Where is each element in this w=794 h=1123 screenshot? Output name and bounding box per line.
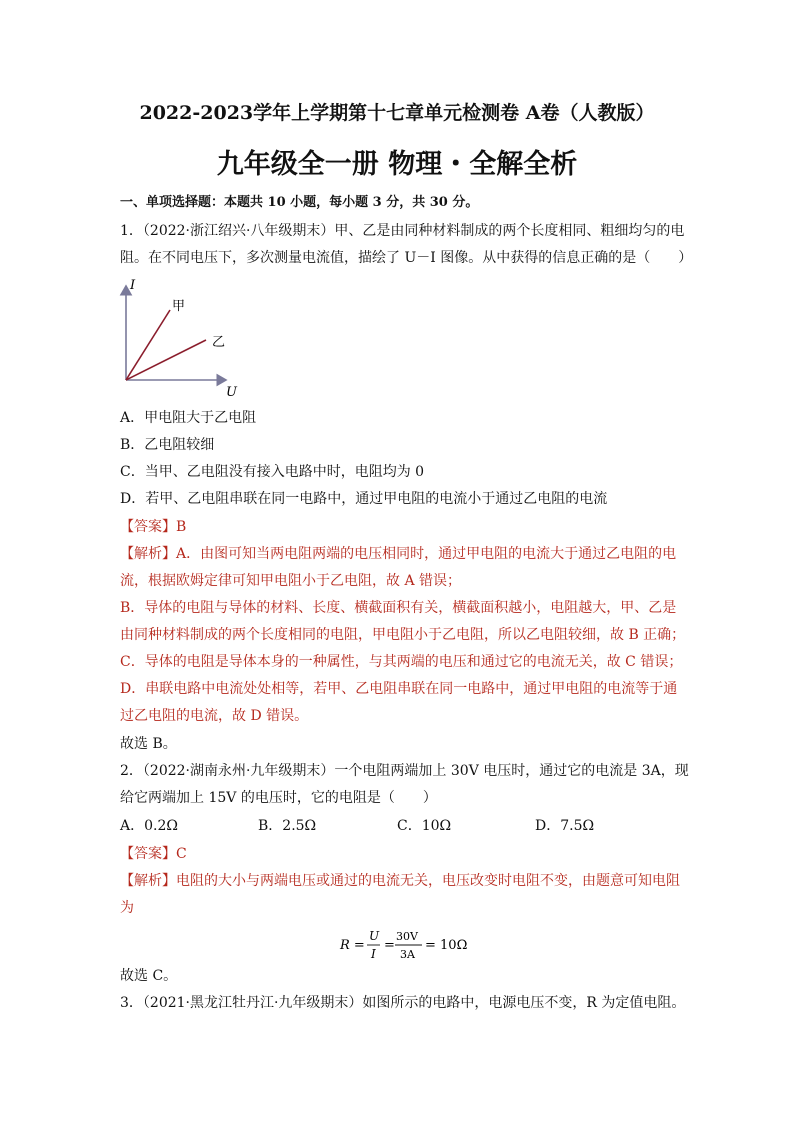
q2-stem-line1: 2．（2022·湖南永州·九年级期末）一个电阻两端加上 30V 电压时，通过它的电流是 3A，现 [120,763,689,779]
q1-stem-line1: 1．（2022·浙江绍兴·八年级期末）甲、乙是由同种材料制成的两个长度相同、粗细均匀的电 [120,223,685,239]
formula-numerator-30v: 30V [396,930,418,943]
q3-stem-line1: 3．（2021·黑龙江牡丹江·九年级期末）如图所示的电路中，电源电压不变，R 为定值电阻。 [120,995,686,1011]
q2-option-a: A．0.2Ω [120,818,178,834]
q1-stem-line2: 阻。在不同电压下，多次测量电流值，描绘了 U－I 图像。从中获得的信息正确的是（ ） [120,250,693,266]
formula-result: = 10Ω [425,938,468,953]
q2-answer: 【答案】C [120,846,187,862]
q1-option-c: C．当甲、乙电阻没有接入电路中时，电阻均为 0 [120,464,425,480]
q2-option-c: C．10Ω [397,818,452,834]
q2-formula [338,927,488,963]
q1-analysis-line: C．导体的电阻是导体本身的一种属性，与其两端的电压和通过它的电流无关，故 C 错误； [120,654,683,670]
q2-analysis-line: 【解析】电阻的大小与两端电压或通过的电流无关，电压改变时电阻不变，由题意可知电阻 [120,873,680,889]
q1-analysis-line: 流，根据欧姆定律可知甲电阻小于乙电阻，故 A 错误； [120,573,462,589]
q2-option-b: B．2.5Ω [258,818,317,834]
q2-choice: 故选 C。 [120,968,178,984]
q2-analysis-line: 为 [120,900,134,916]
q1-option-b: B．乙电阻较细 [120,437,215,453]
q1-choice: 故选 B。 [120,736,177,752]
q1-analysis-line: 由同种材料制成的两个长度相同的电阻，甲电阻小于乙电阻，所以乙电阻较细，故 B 正确； [120,627,686,643]
document-subtitle: 九年级全一册 物理・全解全析 [216,149,578,180]
q1-ui-graph [118,278,248,398]
formula-denominator-i: I [371,947,376,961]
label-jia: 甲 [172,299,186,314]
q1-option-a: A．甲电阻大于乙电阻 [120,410,257,426]
formula-numerator-u: U [369,929,380,943]
x-axis-label: U [226,385,237,398]
document-title: 2022-2023学年上学期第十七章单元检测卷 A卷（人教版） [139,102,655,124]
formula-lhs: R = [340,938,365,953]
formula-denominator-3a: 3A [400,948,415,961]
q2-stem-line2: 给它两端加上 15V 的电压时，它的电阻是（ ） [120,790,437,806]
q1-answer: 【答案】B [120,519,187,535]
y-axis-label: I [130,278,136,293]
q1-analysis-line: 过乙电阻的电流，故 D 错误。 [120,708,309,724]
q1-analysis-line: 【解析】A．由图可知当两电阻两端的电压相同时，通过甲电阻的电流大于通过乙电阻的电 [120,546,677,562]
q1-analysis-line: D．串联电路中电流处处相等，若甲、乙电阻串联在同一电路中，通过甲电阻的电流等于通 [120,681,678,697]
q2-option-d: D．7.5Ω [535,818,595,834]
formula-equals: = [384,938,395,953]
label-yi: 乙 [212,335,226,350]
section-heading: 一、单项选择题：本题共 10 小题，每小题 3 分，共 30 分。 [120,195,479,210]
q1-option-d: D．若甲、乙电阻串联在同一电路中，通过甲电阻的电流小于通过乙电阻的电流 [120,491,608,507]
q1-analysis-line: B．导体的电阻与导体的材料、长度、横截面积有关，横截面积越小，电阻越大，甲、乙是 [120,600,677,616]
